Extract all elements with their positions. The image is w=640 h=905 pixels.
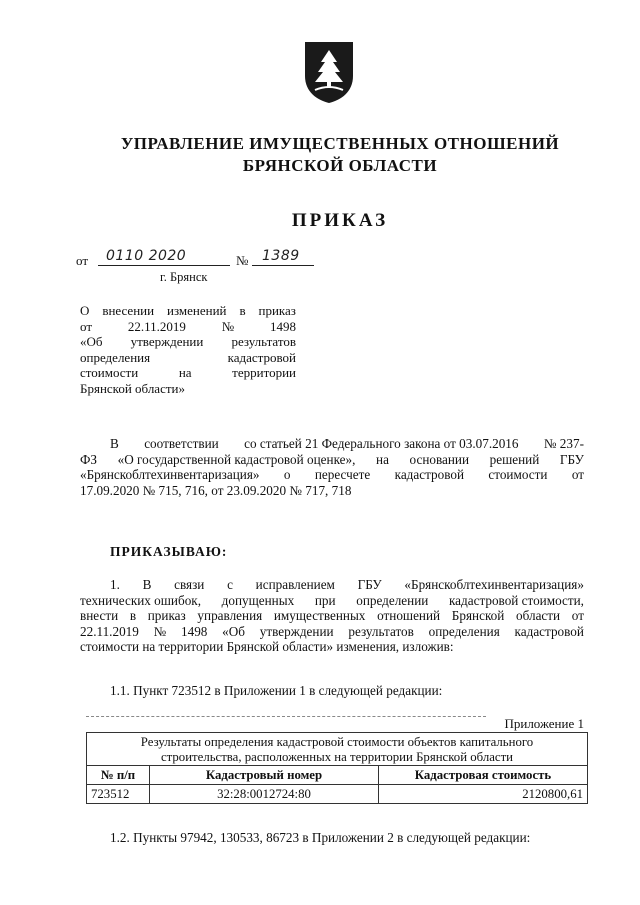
text-word: со статьей 21 Федерального закона от 03.07.2016	[244, 436, 519, 451]
item-1-paragraph	[80, 577, 584, 655]
text-word: определении	[356, 592, 429, 608]
table-header-row	[87, 766, 588, 785]
text-word: соответствии	[144, 436, 219, 451]
text-word: ФЗ	[80, 451, 98, 467]
text-word: управления	[197, 608, 263, 623]
handwritten-number: 1389	[262, 248, 300, 264]
text-line	[80, 467, 584, 483]
city: г. Брянск	[160, 270, 208, 284]
cell-cadastral-number: 32:28:0012724:80	[150, 785, 379, 804]
text-word: стоимости на территории Брянской области» изменения, изложив:	[80, 639, 454, 654]
table-title	[86, 733, 588, 765]
text-word: приказ	[147, 608, 186, 623]
text-word: с	[227, 577, 233, 592]
number-underline	[252, 265, 314, 266]
text-line	[80, 577, 584, 593]
bryansk-coat-of-arms-icon	[301, 40, 357, 104]
subject-word: от	[80, 318, 93, 334]
subject-line	[80, 319, 296, 335]
text-word: 1498	[181, 623, 208, 639]
subject-word: внесении	[102, 303, 155, 318]
text-word: о	[283, 467, 291, 482]
text-word: от	[571, 608, 584, 623]
text-word: 1.	[110, 577, 120, 592]
text-word: основании	[409, 451, 470, 467]
appendix-header	[86, 710, 588, 733]
subject-word: 1498	[269, 318, 296, 334]
text-word: внести	[80, 608, 119, 623]
subject-word: стоимости	[80, 365, 139, 380]
subject-word: №	[221, 318, 235, 334]
order-subject	[80, 303, 296, 396]
text-word: 22.11.2019	[80, 623, 139, 639]
text-line	[80, 608, 584, 624]
text-line	[80, 483, 584, 499]
cadastral-table	[86, 765, 588, 804]
text-word: «Брянскоблтехинвентаризация»	[404, 577, 584, 592]
text-word: исправлением	[255, 577, 335, 592]
column-header-cadastral-value: Кадастровая стоимость	[379, 766, 588, 785]
cell-cadastral-value: 2120800,61	[379, 785, 588, 804]
text-word: Брянской	[451, 608, 505, 623]
subject-word: в	[239, 303, 246, 318]
text-word: №	[153, 623, 167, 639]
text-word: кадастровой	[514, 623, 584, 639]
subject-line	[80, 350, 296, 366]
requisites-row	[76, 248, 336, 268]
table-row	[87, 785, 588, 804]
subject-line	[80, 365, 296, 381]
subject-line	[80, 303, 296, 319]
subject-word: О	[80, 303, 90, 318]
text-word: технических ошибок,	[80, 592, 201, 608]
text-word: стоимости	[488, 467, 548, 482]
text-word: от	[571, 467, 584, 482]
text-word: определения	[428, 623, 500, 639]
text-word: решений	[489, 451, 540, 467]
item-1-1: 1.1. Пункт 723512 в Приложении 1 в следующей редакции:	[110, 683, 443, 698]
text-line	[80, 436, 584, 452]
dashed-line	[86, 716, 486, 717]
column-header-cadastral-number: Кадастровый номер	[150, 766, 379, 785]
document-type: ПРИКАЗ	[291, 210, 389, 231]
text-word: пересчете	[314, 467, 371, 482]
text-word: № 237-	[543, 436, 584, 451]
subject-word: «Об	[80, 334, 103, 349]
text-line	[80, 593, 584, 609]
table-title-line1: Результаты определения кадастровой стоимости объектов капитального	[140, 735, 534, 749]
text-line	[80, 452, 584, 468]
column-header-number: № п/п	[87, 766, 150, 785]
subject-word: определения	[80, 349, 151, 365]
organization-name-line2: БРЯНСКОЙ ОБЛАСТИ	[242, 156, 438, 175]
text-word: кадастровой стоимости,	[448, 592, 584, 608]
subject-line	[80, 381, 296, 397]
text-word: кадастровой	[394, 467, 465, 482]
text-word: при	[314, 592, 336, 608]
text-word: 17.09.2020 № 715, 716, от 23.09.2020 № 717, 718	[80, 482, 352, 498]
number-prefix: №	[236, 253, 249, 268]
date-underline	[98, 265, 230, 266]
subject-word: на	[178, 365, 192, 380]
text-word: области	[516, 608, 561, 623]
text-word: «О государственной кадастровой оценке»,	[117, 451, 356, 467]
text-word: имущественных	[273, 608, 366, 623]
subject-word: Брянской области»	[80, 380, 185, 396]
text-word: отношений	[377, 608, 441, 623]
cell-number: 723512	[87, 785, 150, 804]
subject-word: кадастровой	[227, 349, 296, 365]
organization-name-line1: УПРАВЛЕНИЕ ИМУЩЕСТВЕННЫХ ОТНОШЕНИЙ	[120, 134, 560, 153]
basis-paragraph	[80, 436, 584, 498]
text-word: допущенных	[221, 592, 295, 608]
subject-word: 22.11.2019	[127, 318, 186, 334]
text-word: «Брянскоблтехинвентаризация»	[80, 467, 260, 482]
text-word: связи	[174, 577, 205, 592]
text-word: ГБУ	[559, 451, 584, 467]
text-line	[80, 624, 584, 640]
text-word: В	[110, 436, 119, 451]
text-word: результатов	[348, 623, 414, 639]
text-word: «Об	[222, 623, 245, 639]
subject-word: приказ	[258, 303, 296, 318]
handwritten-date: 0110 2020	[106, 248, 187, 264]
text-word: утверждении	[259, 623, 334, 639]
subject-word: результатов	[231, 334, 296, 349]
subject-line	[80, 334, 296, 350]
subject-word: территории	[232, 365, 296, 380]
date-prefix: от	[76, 253, 89, 268]
order-keyword: ПРИКАЗЫВАЮ:	[110, 544, 228, 559]
appendix-label: Приложение 1	[504, 716, 584, 731]
text-word: В	[142, 577, 152, 592]
text-word: ГБУ	[357, 577, 382, 592]
table-title-line2: строительства, расположенных на территории Брянской области	[160, 750, 514, 764]
item-1-2: 1.2. Пункты 97942, 130533, 86723 в Приложении 2 в следующей редакции:	[110, 830, 531, 845]
text-word: на	[376, 451, 389, 467]
appendix-table-block	[86, 710, 588, 804]
subject-word: изменений	[167, 303, 227, 318]
text-line	[80, 639, 584, 655]
text-word: в	[129, 608, 137, 623]
subject-word: утверждении	[130, 334, 204, 349]
